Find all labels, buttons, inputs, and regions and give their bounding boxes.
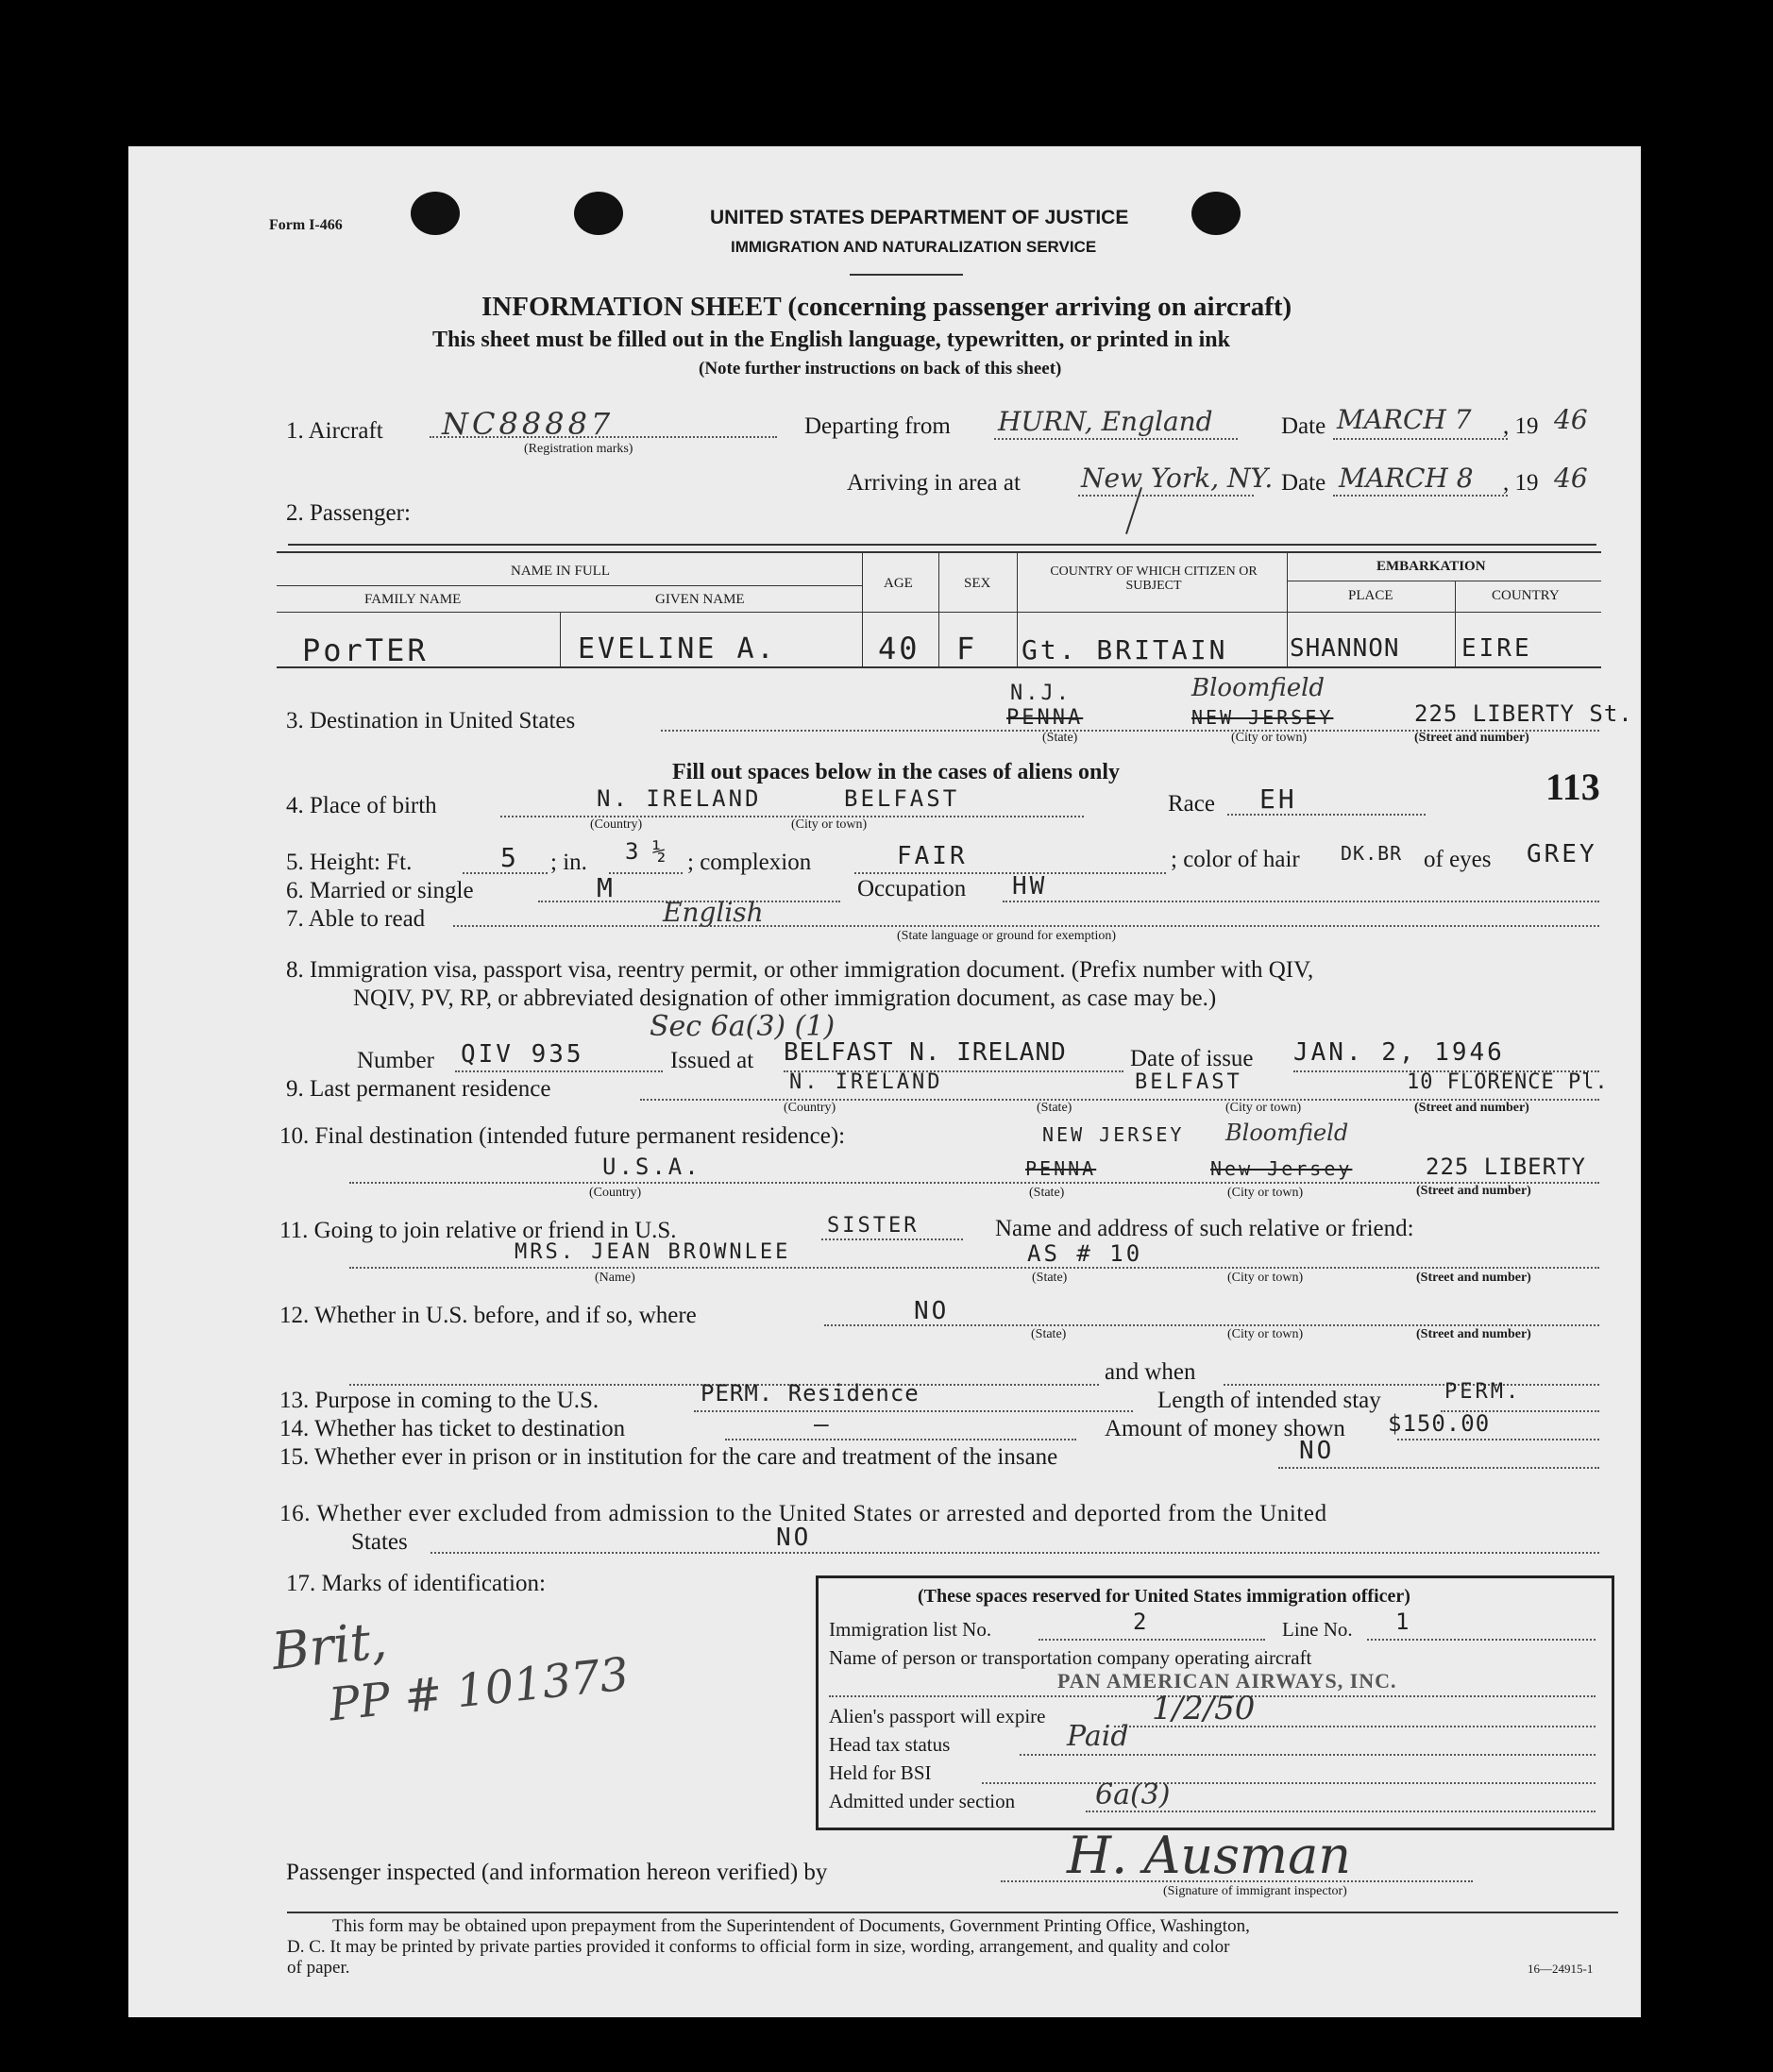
name-in-full-header: NAME IN FULL (511, 564, 610, 579)
departing-value[interactable]: HURN, England (998, 406, 1213, 437)
stay-label: Length of intended stay (1157, 1388, 1381, 1413)
form-number: Form I-466 (269, 217, 343, 233)
identification-label: 17. Marks of identification: (286, 1571, 546, 1596)
marital-value[interactable]: M (597, 872, 616, 903)
operator-stamp: PAN AMERICAN AIRWAYS, INC. (1057, 1669, 1397, 1693)
tax-label: Head tax status (829, 1733, 951, 1756)
family-name-header: FAMILY NAME (364, 592, 462, 607)
list-no-label: Immigration list No. (829, 1618, 992, 1641)
line-no-value[interactable]: 1 (1395, 1609, 1412, 1635)
birth-country-value[interactable]: N. IRELAND (597, 785, 762, 812)
tax-value[interactable]: Paid (1067, 1720, 1129, 1753)
destination-street-sub: (Street and number) (1414, 731, 1529, 745)
arriving-value[interactable]: New York, NY. (1081, 463, 1274, 494)
aircraft-label: 1. Aircraft (286, 418, 383, 444)
arriving-label: Arriving in area at (847, 470, 1021, 496)
destination-street[interactable]: 225 LIBERTY St. (1414, 700, 1633, 727)
residence-street-value[interactable]: 10 FLORENCE Pl. (1407, 1070, 1609, 1094)
money-value[interactable]: $150.00 (1388, 1410, 1491, 1437)
inspected-label: Passenger inspected (and information hereon verified) by (286, 1860, 828, 1885)
visa-text-line1: 8. Immigration visa, passport visa, reentry permit, or other immigration document. (Prefix number with QIV, (286, 957, 1314, 983)
sex-header: SEX (964, 576, 991, 591)
service-name: IMMIGRATION AND NATURALIZATION SERVICE (731, 238, 1097, 256)
race-value[interactable]: EH (1259, 783, 1297, 815)
punch-hole-middle (574, 192, 623, 235)
final-city-struck: New Jersey (1210, 1157, 1353, 1180)
previous-street-sub: (Street and number) (1416, 1327, 1531, 1341)
stay-value[interactable]: PERM. (1444, 1380, 1522, 1404)
height-in-value[interactable]: 3 ½ (625, 838, 667, 865)
birth-city-sub: (City or town) (791, 817, 868, 832)
final-state-new[interactable]: NEW JERSEY (1042, 1123, 1185, 1146)
issued-at-label: Issued at (670, 1048, 754, 1073)
given-name-header: GIVEN NAME (655, 592, 745, 607)
race-label: Race (1168, 791, 1215, 817)
place-header: PLACE (1348, 588, 1393, 603)
expire-label: Alien's passport will expire (829, 1705, 1046, 1727)
residence-street-sub: (Street and number) (1414, 1101, 1529, 1115)
residence-country-sub: (Country) (784, 1101, 836, 1115)
residence-label: 9. Last permanent residence (286, 1076, 551, 1102)
footer-line3: of paper. (287, 1958, 350, 1978)
read-sub: (State language or ground for exemption) (897, 929, 1117, 943)
prison-label: 15. Whether ever in prison or in institution for the care and treatment of the insane (279, 1444, 1058, 1470)
relative-city-sub: (City or town) (1227, 1271, 1304, 1285)
admitted-value[interactable]: 6a(3) (1095, 1778, 1171, 1811)
header-rule (850, 274, 963, 276)
form-note: (Note further instructions on back of this sheet) (699, 359, 1062, 379)
registration-sublabel: (Registration marks) (524, 442, 633, 456)
residence-city-value[interactable]: BELFAST (1135, 1070, 1242, 1094)
given-name-value[interactable]: EVELINE A. (578, 632, 777, 665)
destination-city-new[interactable]: Bloomfield (1191, 674, 1326, 702)
visa-number-label: Number (357, 1048, 434, 1073)
excluded-label-2: States (351, 1529, 408, 1555)
destination-city-sub: (City or town) (1231, 731, 1308, 745)
residence-state-sub: (State) (1037, 1101, 1072, 1115)
date-issue-value[interactable]: JAN. 2, 1946 (1293, 1038, 1505, 1067)
complexion-value[interactable]: FAIR (897, 842, 968, 870)
officer-box-header: (These spaces reserved for United States immigration officer) (918, 1586, 1410, 1607)
birthplace-label: 4. Place of birth (286, 793, 437, 818)
height-ft-value[interactable]: 5 (500, 842, 519, 873)
complexion-label: ; complexion (687, 850, 812, 875)
height-label: 5. Height: Ft. (286, 850, 413, 875)
citizen-value[interactable]: Gt. BRITAIN (1022, 634, 1228, 665)
relative-street-sub: (Street and number) (1416, 1271, 1531, 1285)
admitted-label: Admitted under section (829, 1790, 1016, 1812)
ticket-label: 14. Whether has ticket to destination (279, 1416, 626, 1441)
arrive-year-value[interactable]: 46 (1554, 463, 1588, 494)
occupation-value[interactable]: HW (1012, 872, 1048, 901)
visa-text-line2: NQIV, PV, RP, or abbreviated designation of other immigration document, as case may be.) (353, 985, 1217, 1011)
excluded-value[interactable]: NO (776, 1524, 812, 1552)
arrive-date-value[interactable]: MARCH 8 (1339, 463, 1474, 494)
destination-state-new[interactable]: N.J. (1010, 682, 1072, 705)
visa-annotation: Sec 6a(3) (1) (650, 1010, 836, 1043)
final-city-new[interactable]: Bloomfield (1225, 1120, 1349, 1146)
inspector-signature[interactable]: H. Ausman (1067, 1826, 1352, 1885)
arrive-date-label: Date (1281, 470, 1326, 496)
citizen-header: COUNTRY OF WHICH CITIZEN OR SUBJECT (1050, 564, 1258, 593)
depart-date-value[interactable]: MARCH 7 (1337, 404, 1472, 435)
previous-us-label: 12. Whether in U.S. before, and if so, where (279, 1303, 697, 1328)
form-instruction: This sheet must be filled out in the English language, typewritten, or printed in ink (432, 328, 1230, 352)
residence-country-value[interactable]: N. IRELAND (789, 1070, 943, 1094)
residence-city-sub: (City or town) (1225, 1101, 1302, 1115)
arrive-year-prefix: , 19 (1503, 470, 1539, 496)
marital-label: 6. Married or single (286, 878, 474, 903)
embark-country-value[interactable]: EIRE (1461, 634, 1532, 663)
identification-line1[interactable]: Brit, (269, 1609, 390, 1682)
ticket-value[interactable]: — (814, 1410, 832, 1439)
final-street-sub: (Street and number) (1416, 1184, 1531, 1198)
destination-state-sub: (State) (1042, 731, 1078, 745)
list-no-value[interactable]: 2 (1133, 1609, 1150, 1635)
punch-hole-right (1191, 192, 1241, 235)
final-country-sub: (Country) (589, 1186, 642, 1200)
footer-line1: This form may be obtained upon prepayment from the Superintendent of Documents, Government Printing Office, Washington, (332, 1916, 1250, 1936)
inspector-sub: (Signature of immigrant inspector) (1163, 1884, 1347, 1898)
footer-code: 16—24915-1 (1528, 1962, 1594, 1976)
and-when-label: and when (1105, 1359, 1196, 1385)
embarkation-header: EMBARKATION (1376, 559, 1486, 574)
occupation-label: Occupation (857, 876, 967, 901)
country-header: COUNTRY (1492, 588, 1560, 603)
previous-us-value[interactable]: NO (914, 1297, 950, 1325)
punch-hole-left (411, 192, 460, 235)
date-issue-label: Date of issue (1130, 1046, 1254, 1071)
aliens-only-heading: Fill out spaces below in the cases of aliens only (672, 760, 1121, 784)
read-label: 7. Able to read (286, 906, 426, 932)
birth-country-sub: (Country) (590, 817, 643, 832)
hair-value[interactable]: DK.BR (1341, 842, 1403, 865)
final-state-struck: PENNA (1025, 1157, 1097, 1180)
issued-at-value[interactable]: BELFAST N. IRELAND (784, 1038, 1067, 1067)
sex-value[interactable]: F (956, 631, 978, 666)
identification-line2[interactable]: PP # 101373 (326, 1647, 632, 1732)
depart-date-label: Date (1281, 413, 1326, 439)
embark-place-value[interactable]: SHANNON (1290, 634, 1400, 663)
height-in-label: ; in. (550, 850, 587, 875)
relative-name-sub: (Name) (595, 1271, 635, 1285)
depart-year-value[interactable]: 46 (1554, 404, 1588, 435)
stamped-number: 113 (1545, 766, 1600, 808)
passenger-label: 2. Passenger: (286, 500, 411, 526)
visa-number-value[interactable]: QIV 935 (461, 1040, 584, 1069)
age-value[interactable]: 40 (878, 631, 920, 666)
hair-label: ; color of hair (1171, 847, 1300, 872)
line-no-label: Line No. (1282, 1618, 1353, 1641)
destination-city-struck: NEW JERSEY (1191, 706, 1334, 729)
previous-state-sub: (State) (1031, 1327, 1067, 1341)
footer-line2: D. C. It may be printed by private parties provided it conforms to official form in size, wording, arrangement, and quality and color (287, 1937, 1230, 1957)
relative-name-value[interactable]: MRS. JEAN BROWNLEE (515, 1240, 791, 1264)
relative-state-value[interactable]: AS # 10 (1027, 1240, 1143, 1267)
family-name-value[interactable]: PorTER (302, 632, 429, 668)
join-label: 11. Going to join relative or friend in U.S. (279, 1218, 677, 1243)
read-value[interactable]: English (663, 897, 764, 928)
eyes-value[interactable]: GREY (1527, 840, 1597, 868)
eyes-label: of eyes (1424, 847, 1492, 872)
bsi-label: Held for BSI (829, 1761, 932, 1784)
expire-value[interactable]: 1/2/50 (1152, 1690, 1256, 1727)
relative-state-sub: (State) (1032, 1271, 1068, 1285)
operator-label: Name of person or transportation company operating aircraft (829, 1646, 1312, 1669)
final-destination-label: 10. Final destination (intended future permanent residence): (279, 1123, 846, 1149)
purpose-label: 13. Purpose in coming to the U.S. (279, 1388, 599, 1413)
destination-label: 3. Destination in United States (286, 708, 576, 733)
final-city-sub: (City or town) (1227, 1186, 1304, 1200)
relative-address-label: Name and address of such relative or friend: (995, 1216, 1414, 1241)
join-relation-value[interactable]: SISTER (827, 1214, 920, 1238)
prison-value[interactable]: NO (1299, 1437, 1335, 1465)
previous-city-sub: (City or town) (1227, 1327, 1304, 1341)
depart-year-prefix: , 19 (1503, 413, 1539, 439)
aircraft-value[interactable]: NC88887 (442, 406, 615, 442)
final-country-value[interactable]: U.S.A. (602, 1154, 701, 1180)
department-name: UNITED STATES DEPARTMENT OF JUSTICE (710, 207, 1129, 228)
money-label: Amount of money shown (1105, 1416, 1345, 1441)
excluded-label: 16. Whether ever excluded from admission to the United States or arrested and deported from the United (279, 1501, 1327, 1526)
birth-city-value[interactable]: BELFAST (844, 785, 960, 812)
form-title: INFORMATION SHEET (concerning passenger arriving on aircraft) (481, 292, 1292, 322)
final-state-sub: (State) (1029, 1186, 1065, 1200)
destination-state-struck: PENNA (1006, 706, 1084, 730)
final-street-value[interactable]: 225 LIBERTY (1426, 1154, 1586, 1180)
age-header: AGE (884, 576, 913, 591)
departing-label: Departing from (804, 413, 951, 439)
purpose-value[interactable]: PERM. Residence (701, 1380, 920, 1407)
